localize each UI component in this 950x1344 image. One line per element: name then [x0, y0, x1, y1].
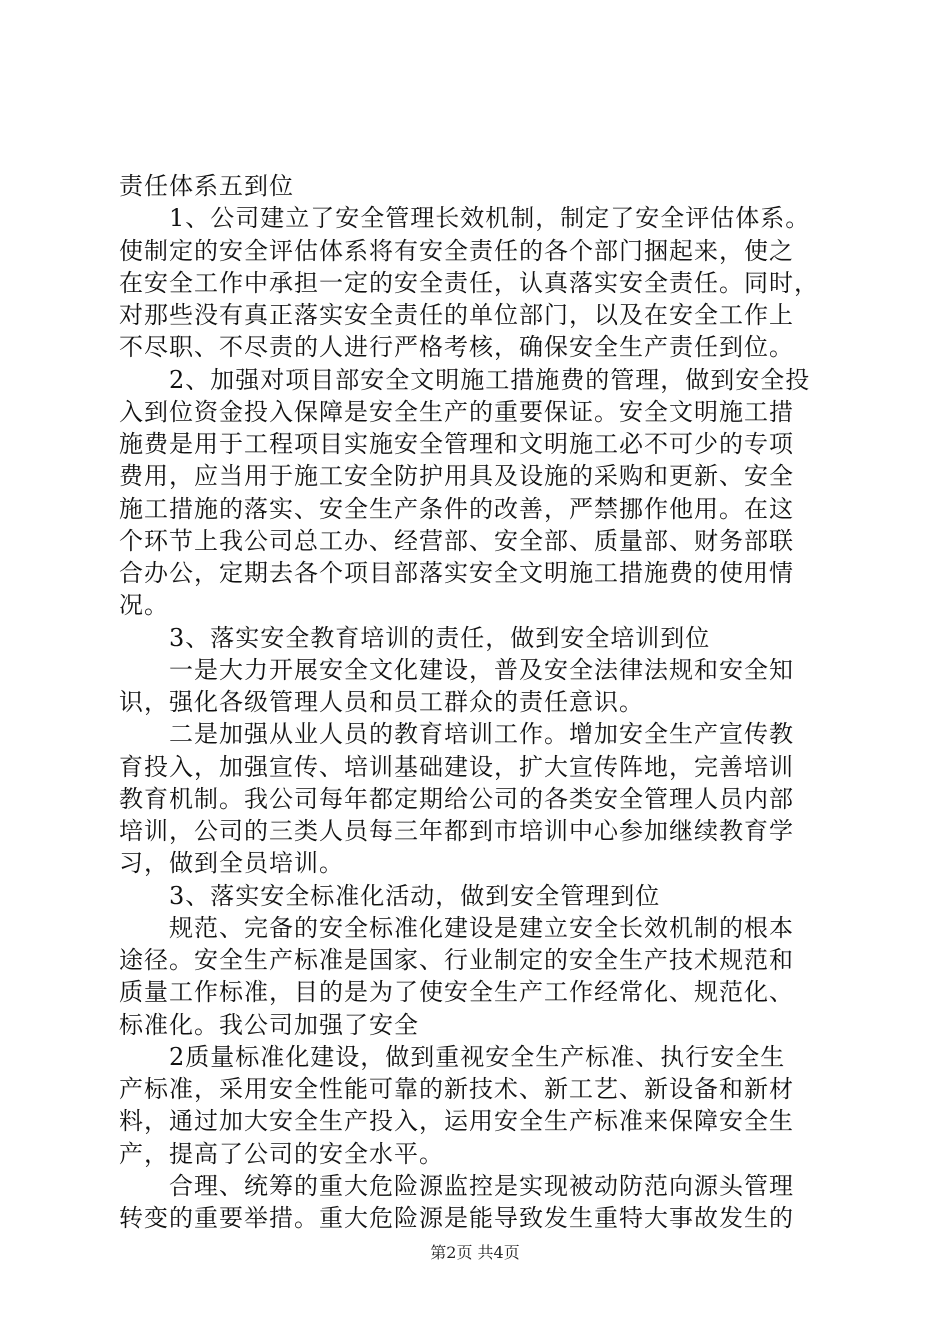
- document-body: [119, 170, 839, 1234]
- text-line: 施工措施的落实、安全生产条件的改善，严禁挪作他用。在这: [119, 494, 794, 523]
- text-line: 识，强化各级管理人员和员工群众的责任意识。: [119, 688, 644, 716]
- text-line: 入到位资金投入保障是安全生产的重要保证。安全文明施工措: [119, 397, 794, 426]
- text-line: 2质量标准化建设，做到重视安全生产标准、执行安全生: [119, 1042, 786, 1071]
- text-line: 费用，应当用于施工安全防护用具及设施的采购和更新、安全: [119, 462, 794, 491]
- text-line: 一是大力开展安全文化建设，普及安全法律法规和安全知: [119, 655, 794, 684]
- text-line: 合办公，定期去各个项目部落实安全文明施工措施费的使用情: [119, 559, 794, 587]
- text-line: 施费是用于工程项目实施安全管理和文明施工必不可少的专项: [119, 430, 794, 458]
- text-line: 质量工作标准，目的是为了使安全生产工作经常化、规范化、: [119, 978, 794, 1007]
- text-line: 合理、统筹的重大危险源监控是实现被动防范向源头管理: [119, 1171, 794, 1200]
- text-line: 标准化。我公司加强了安全: [119, 1010, 419, 1039]
- text-line: 培训，公司的三类人员每三年都到市培训中心参加继续教育学: [119, 817, 794, 845]
- text-line: 规范、完备的安全标准化建设是建立安全长效机制的根本: [119, 913, 794, 942]
- text-line: 责任体系五到位: [119, 172, 294, 200]
- text-line: 使制定的安全评估体系将有安全责任的各个部门捆起来，使之: [119, 236, 794, 265]
- text-line: 1、公司建立了安全管理长效机制，制定了安全评估体系。: [119, 204, 811, 233]
- text-line: 育投入，加强宣传、培训基础建设，扩大宣传阵地，完善培训: [119, 752, 794, 781]
- page-footer: [0, 1243, 950, 1263]
- text-line: 途径。安全生产标准是国家、行业制定的安全生产技术规范和: [119, 946, 794, 974]
- page-number-label: 第2页 共4页: [430, 1243, 520, 1262]
- text-line: 料，通过加大安全生产投入，运用安全生产标准来保障安全生: [119, 1107, 794, 1136]
- text-line: 不尽职、不尽责的人进行严格考核，确保安全生产责任到位。: [119, 333, 794, 362]
- text-line: 转变的重要举措。重大危险源是能导致发生重特大事故发生的: [119, 1204, 794, 1232]
- text-line: 个环节上我公司总工办、经营部、安全部、质量部、财务部联: [119, 526, 794, 555]
- text-line: 3、落实安全标准化活动，做到安全管理到位: [119, 881, 661, 910]
- text-line: 产标准，采用安全性能可靠的新技术、新工艺、新设备和新材: [119, 1075, 794, 1103]
- text-line: 产，提高了公司的安全水平。: [119, 1139, 444, 1168]
- text-line: 况。: [119, 591, 169, 620]
- text-line: 对那些没有真正落实安全责任的单位部门，以及在安全工作上: [119, 301, 794, 329]
- text-line: 2、加强对项目部安全文明施工措施费的管理，做到安全投: [119, 365, 811, 394]
- text-line: 3、落实安全教育培训的责任，做到安全培训到位: [119, 623, 711, 652]
- text-line: 教育机制。我公司每年都定期给公司的各类安全管理人员内部: [119, 784, 794, 813]
- text-line: 在安全工作中承担一定的安全责任，认真落实安全责任。同时，: [119, 268, 819, 297]
- text-line: 习，做到全员培训。: [119, 849, 344, 878]
- text-line: 二是加强从业人员的教育培训工作。增加安全生产宣传教: [119, 720, 794, 749]
